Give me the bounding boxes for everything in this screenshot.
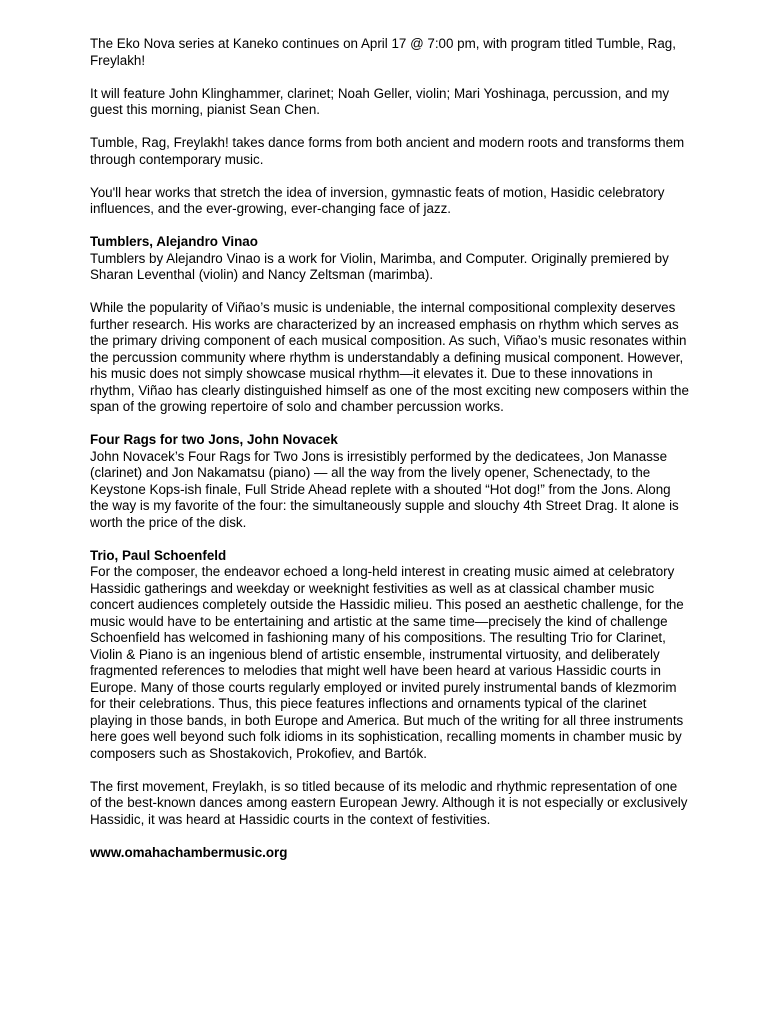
intro-paragraph: The Eko Nova series at Kaneko continues on April 17 @ 7:00 pm, with program titled Tumble, Rag, Freylakh! xyxy=(90,36,676,68)
intro-paragraph: It will feature John Klinghammer, clarinet; Noah Geller, violin; Mari Yoshinaga, percussion, and my guest this morning, pianist Sean Chen. xyxy=(90,85,670,117)
section-heading: Tumblers, Alejandro Vinao xyxy=(90,234,258,249)
section-heading: Four Rags for two Jons, John Novacek xyxy=(90,432,338,447)
intro-paragraph: You'll hear works that stretch the idea of inversion, gymnastic feats of motion, Hasidic celebratory influences, and the ever-growing, ever-changing face of jazz. xyxy=(90,184,665,216)
website-url: www.omahachambermusic.org xyxy=(90,844,288,860)
section-paragraph: For the composer, the endeavor echoed a long-held interest in creating music aimed at celebratory Hassidic gatherings and weekday or weeknight festivities as well as at classical chamber music concert audiences completely outside the Hassidic milieu. This posed an aesthetic challenge, for the music would have to be entertaining and artistic at the same time—precisely the kind of challenge Schoenfield has welcomed in fashioning many of his compositions. The resulting Trio for Clarinet, Violin & Piano is an ingenious blend of artistic ensemble, instrumental virtuosity, and deliberately fragmented references to melodies that might well have been heard at various Hassidic courts in Europe. Many of those courts regularly employed or invited purely instrumental bands of klezmorim for their celebrations. Thus, this piece features inflections and ornaments typical of the clarinet playing in those bands, in both Europe and America. But much of the writing for all three instruments here goes well beyond such folk idioms in its sophistication, recalling moments in chamber music by composers such as Shostakovich, Prokofiev, and Bartók. xyxy=(90,564,684,761)
section-four-rags xyxy=(90,432,690,531)
intro-paragraph: Tumble, Rag, Freylakh! takes dance forms from both ancient and modern roots and transforms them through contemporary music. xyxy=(90,135,685,167)
section-paragraph: Tumblers by Alejandro Vinao is a work for Violin, Marimba, and Computer. Originally premiered by Sharan Leventhal (violin) and Nancy Zeltsman (marimba). xyxy=(90,250,669,282)
section-paragraph: While the popularity of Viñao’s music is undeniable, the internal compositional complexity deserves further research. His works are characterized by an increased emphasis on rhythm which serves as the primary driving component of each musical composition. As such, Viñao’s music resonates within the percussion community where rhythm is understandably a defining musical component. However, his music does not simply showcase musical rhythm—it elevates it. Due to these innovations in rhythm, Viñao has clearly distinguished himself as one of the most exciting new composers within the span of the growing repertoire of solo and chamber percussion works. xyxy=(90,300,689,414)
section-heading: Trio, Paul Schoenfeld xyxy=(90,547,227,563)
section-paragraph: John Novacek’s Four Rags for Two Jons is irresistibly performed by the dedicatees, Jon Manasse (clarinet) and Jon Nakamatsu (piano) — all the way from the lively opener, Schenectady, to the Keystone Kops-ish finale, Full Stride Ahead replete with a shouted “Hot dog!” from the Jons. Along the way is my favorite of the four: the simultaneously supple and slouchy 4th Street Drag. It alone is worth the price of the disk. xyxy=(90,448,679,530)
document-body xyxy=(90,36,690,878)
section-trio xyxy=(90,548,690,763)
section-paragraph: The first movement, Freylakh, is so titled because of its melodic and rhythmic representation of one of the best-known dances among eastern European Jewry. Although it is not especially or exclusively Hassidic, it was heard at Hassidic courts in the context of festivities. xyxy=(90,778,688,827)
section-tumblers xyxy=(90,234,690,284)
